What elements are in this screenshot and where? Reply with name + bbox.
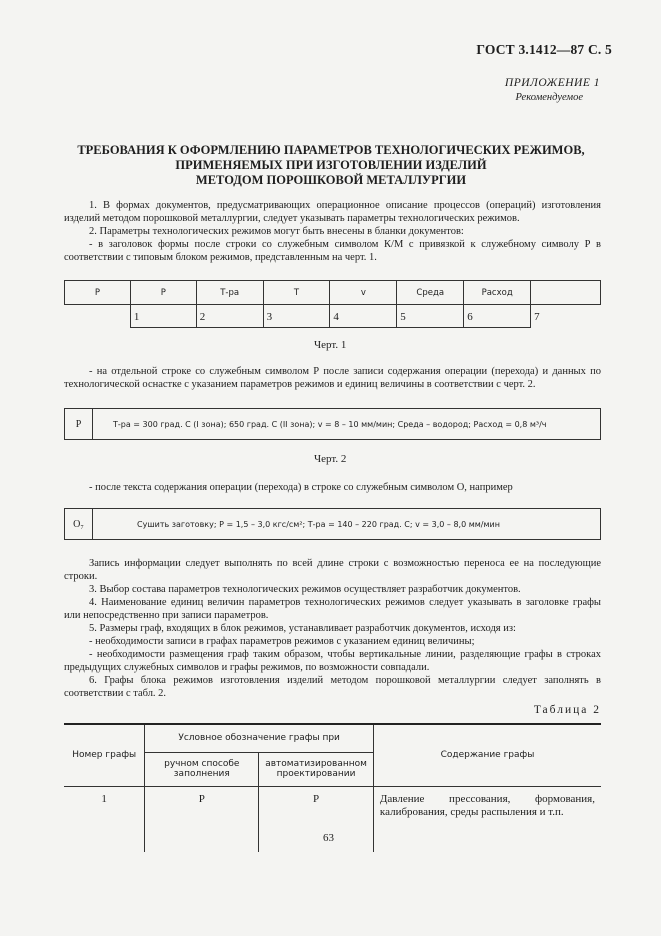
document-header: ГОСТ 3.1412—87 С. 5 [476,42,612,57]
chart-1-number-cell: 1 [130,305,196,328]
table-2-header-row [64,724,601,752]
table-2-cell-content: Давление прессования, формования, калибрования, среды распыления и т.п. [373,786,601,852]
table-2-col-content: Содержание графы [373,724,601,786]
chart-2-text: Т-ра = 300 град. С (I зона); 650 град. С (II зона); v = 8 – 10 мм/мин; Среда – водород; Расход = 0,8 м³/ч [113,419,547,429]
appendix-label: ПРИЛОЖЕНИЕ 1 [504,77,600,89]
table-2-col-num: Номер графы [64,724,145,786]
chart-1-header-row [65,281,601,305]
chart-1-header-cell: Среда [397,281,464,305]
title-line: МЕТОДОМ ПОРОШКОВОЙ МЕТАЛЛУРГИИ [195,173,467,187]
example-text: Сушить заготовку; Р = 1,5 – 3,0 кгс/см²; Т-ра = 140 – 220 град. С; v = 3,0 – 8,0 мм/мин [137,519,500,529]
recommended-label: Рекомендуемое [515,92,583,103]
chart-1-number-row [65,305,601,328]
paragraph-3: 3. Выбор состава параметров технологических режимов осуществляет разработчик документов. [89,584,521,595]
chart-1-header-cell: Р [65,281,131,305]
chart-1-header-cell: Р [130,281,196,305]
chart-1-number-cell: 3 [263,305,330,328]
paragraph-4: 4. Наименование единиц величин параметров технологических режимов следует указывать в заголовке графы или непосредственно при записи параметров. [64,597,601,621]
chart-1-number-cell [65,305,131,328]
chart-1-header-cell: Т-ра [196,281,263,305]
paragraph-2a: - в заголовок формы после строки со служебным символом К/М с привязкой к служебному символу Р в соответствии с типовым блоком режимов, представленным на черт. 1. [64,239,601,263]
paragraph-2: 2. Параметры технологических режимов могут быть внесены в бланки документов: [89,226,464,237]
table-2-col-manual: ручном способе заполнения [145,752,259,786]
paragraph-record: Запись информации следует выполнять по всей длине строки с возможностью переноса ее на последующие строки. [64,558,601,582]
paragraph-2c: - после текста содержания операции (перехода) в строке со служебным символом О, например [89,482,513,493]
chart-1-number-cell: 2 [196,305,263,328]
paragraph-5: 5. Размеры граф, входящих в блок режимов, устанавливает разработчик документов, исходя из: [89,623,516,634]
page-number: 63 [323,832,334,844]
table-2-cell-num: 1 [64,786,145,852]
table-2-label: Таблица 2 [533,704,601,716]
example-box [64,508,601,540]
title-line: ПРИМЕНЯЕМЫХ ПРИ ИЗГОТОВЛЕНИИ ИЗДЕЛИЙ [175,158,487,172]
paragraph-1: 1. В формах документов, предусматривающих операционное описание процессов (операций) изготовления изделий методом порошковой металлургии, следует указывать параметры технологических режимов. [64,200,601,224]
chart-2-symbol: Р [65,409,93,439]
paragraph-5b: - необходимости размещения граф таким образом, чтобы вертикальные линии, разделяющие графы в строках предыдущих служебных символов и графы режимов, по возможности совпадали. [64,649,601,673]
chart-1-header-cell [531,281,601,305]
chart-1-caption: Черт. 1 [314,339,347,351]
page-title [60,143,602,188]
chart-1-number-cell: 6 [464,305,531,328]
example-symbol: О₇ [65,509,93,539]
table-2-col-group: Условное обозначение графы при [145,724,374,752]
chart-2-caption: Черт. 2 [314,453,347,465]
chart-1-number-cell: 5 [397,305,464,328]
chart-1-number-cell: 4 [330,305,397,328]
table-2-cell-manual: Р [145,786,259,852]
chart-1-number-cell: 7 [531,305,601,328]
paragraph-6: 6. Графы блока режимов изготовления изделий методом порошковой металлургии следует заполнять в соответствии с табл. 2. [64,675,601,699]
chart-2-box [64,408,601,440]
table-2-cell-auto: Р [259,786,374,852]
chart-1-header-cell: Расход [464,281,531,305]
paragraph-5a: - необходимости записи в графах параметров режимов с указанием единиц величины; [89,636,475,647]
chart-1-table [64,280,601,328]
chart-1-header-cell: Т [263,281,330,305]
paragraph-2b: - на отдельной строке со служебным символом Р после записи содержания операции (перехода) и данных по технологической оснастке с указанием параметров режимов и единиц величины в соответствии с черт. 2. [64,366,601,390]
title-line: ТРЕБОВАНИЯ К ОФОРМЛЕНИЮ ПАРАМЕТРОВ ТЕХНОЛОГИЧЕСКИХ РЕЖИМОВ, [77,143,585,157]
chart-1-header-cell: v [330,281,397,305]
table-2-col-auto: автоматизированном проектировании [259,752,374,786]
